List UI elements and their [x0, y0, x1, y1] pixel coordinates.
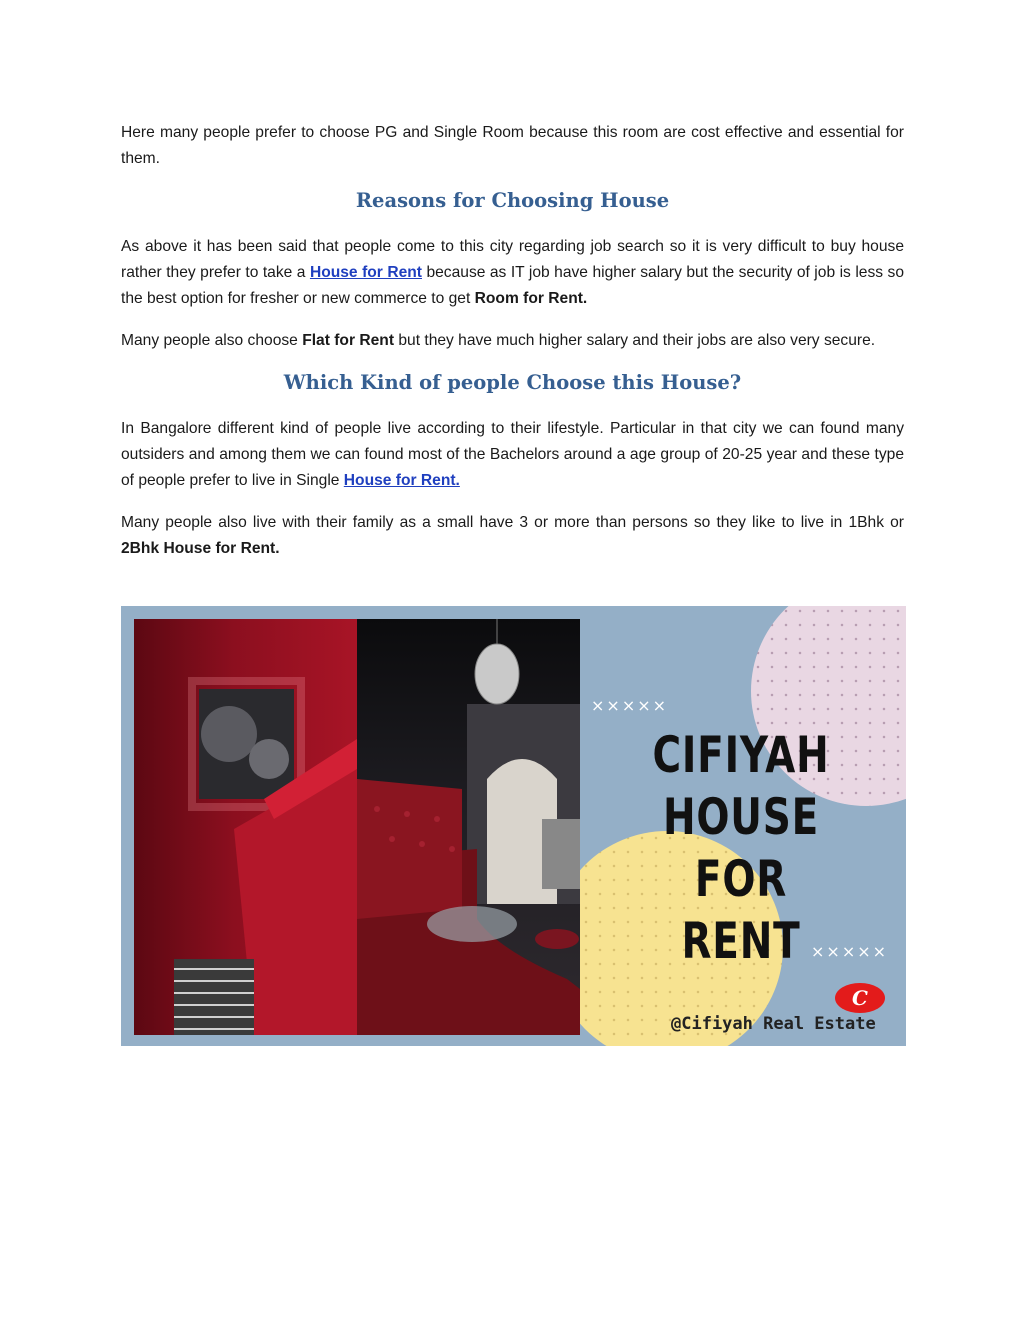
- paragraph-flat: [121, 328, 904, 354]
- paragraph-intro: Here many people prefer to choose PG and Single Room because this room are cost effective and essential for them.: [121, 124, 904, 167]
- text-segment: As above it has been said that people come to this city regarding job search so it is very difficult to buy house rather they prefer to take a: [121, 238, 904, 281]
- bold-flat-for-rent: Flat for Rent: [302, 332, 395, 349]
- cifiyah-banner-image: [121, 606, 906, 1046]
- text-segment: Many people also choose: [121, 332, 303, 349]
- house-for-rent-link[interactable]: House for Rent: [309, 264, 422, 281]
- stairwell-illustration: [134, 619, 357, 1035]
- paragraph-reasons: [121, 234, 904, 312]
- house-for-rent-link-2[interactable]: House for Rent.: [343, 472, 460, 489]
- text-segment: because as IT job have higher salary but the security of job is less so the best option for fresher or new commerce to get: [121, 264, 904, 307]
- red-stairwell-photo: [134, 619, 357, 1035]
- banner-handle: @Cifiyah Real Estate: [671, 1014, 876, 1034]
- heading-which-people: Which Kind of people Choose this House?: [283, 371, 742, 394]
- heading-reasons: Reasons for Choosing House: [355, 189, 670, 212]
- cifiyah-logo-icon: C: [835, 983, 885, 1013]
- banner-title: [640, 724, 843, 972]
- banner-title-line: HOUSE FOR: [662, 788, 820, 908]
- x-marks-decoration: ×××××: [591, 696, 669, 715]
- text-segment: but they have much higher salary and their jobs are also very secure.: [394, 332, 876, 349]
- bold-2bhk: 2Bhk House for Rent.: [121, 540, 280, 557]
- banner-title-line: CIFIYAH: [652, 726, 830, 784]
- bold-room-for-rent: Room for Rent.: [474, 290, 588, 307]
- text-segment: Many people also live with their family as a small have 3 or more than persons so they like to live in 1Bhk or: [121, 514, 904, 531]
- lounge-photo: [357, 619, 580, 1035]
- x-marks-decoration: ×××××: [811, 942, 889, 961]
- text-segment: In Bangalore different kind of people live according to their lifestyle. Particular in that city we can found many outsiders and among them we can found most of the Bachelors around a age group of 20-25 year and these type of people prefer to live in Single: [121, 420, 904, 489]
- paragraph-bangalore: [121, 416, 904, 494]
- lounge-illustration: [357, 619, 580, 1035]
- document-body: [121, 120, 904, 578]
- paragraph-family: [121, 510, 904, 562]
- banner-title-line: RENT: [681, 912, 801, 970]
